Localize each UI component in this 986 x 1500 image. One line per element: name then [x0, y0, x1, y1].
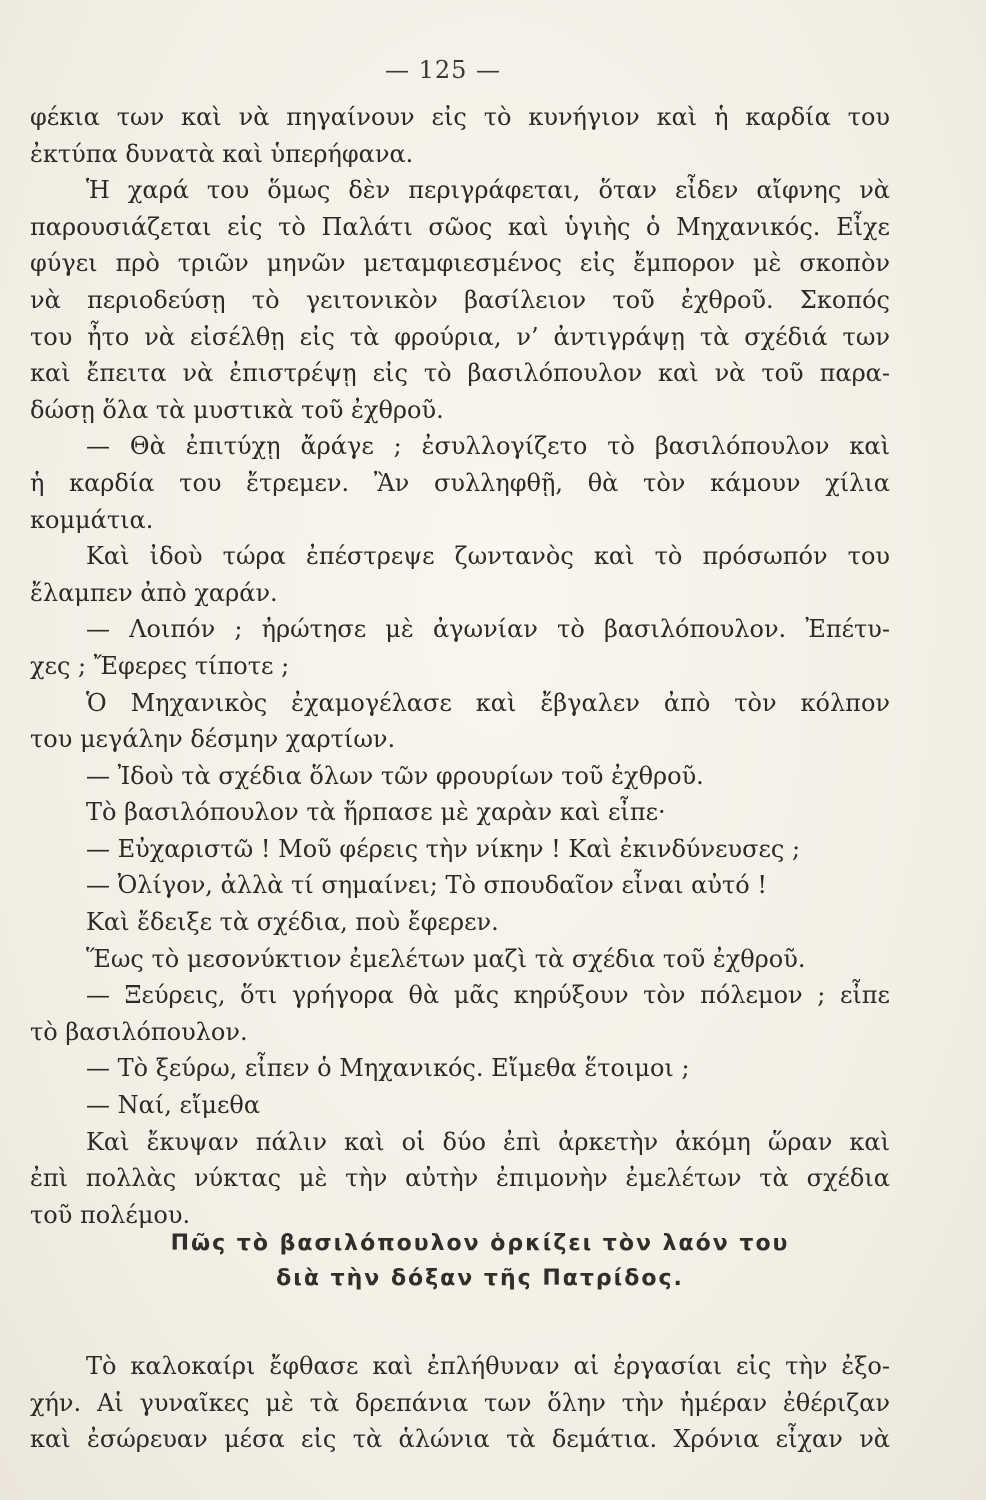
text-line: — Λοιπόν ; ἠρώτησε μὲ ἀγωνίαν τὸ βασιλόπουλον. Ἐπέτυ-	[86, 615, 890, 644]
page-number: — 125 —	[384, 56, 502, 84]
text-line: χες ; Ἔφερες τίποτε ;	[30, 651, 290, 680]
text-line: Τὸ καλοκαίρι ἔφθασε καὶ ἐπλήθυναν αἱ ἐργασίαι εἰς τὴν ἐξο-	[86, 1352, 890, 1380]
text-line: Καὶ ἔδειξε τὰ σχέδια, ποὺ ἔφερεν.	[86, 908, 499, 937]
text-line: Ἡ χαρά του ὅμως δὲν περιγράφεται, ὅταν εἶδεν αἴφνης νὰ	[86, 176, 890, 205]
text-line: του μεγάλην δέσμην χαρτίων.	[30, 725, 396, 754]
text-line: ἡ καρδία του ἔτρεμεν. Ἂν συλληφθῇ, θὰ τὸν κάμουν χίλια	[30, 468, 890, 497]
text-line: — Τὸ ξεύρω, εἶπεν ὁ Μηχανικός. Εἴμεθα ἕτοιμοι ;	[86, 1054, 690, 1083]
text-line: δώσῃ ὅλα τὰ μυστικὰ τοῦ ἐχθροῦ.	[30, 395, 444, 424]
text-line: Τὸ βασιλόπουλον τὰ ἥρπασε μὲ χαρὰν καὶ εἶπε·	[86, 798, 666, 827]
text-line: Καὶ ἔκυψαν πάλιν καὶ οἱ δύο ἐπὶ ἀρκετὴν ἀκόμη ὥραν καὶ	[86, 1127, 890, 1156]
section-heading-line-1: Πῶς τὸ βασιλόπουλον ὁρκίζει τὸν λαόν του	[170, 1231, 790, 1256]
text-line: ἐκτύπα δυνατὰ καὶ ὑπερήφανα.	[30, 139, 414, 168]
text-line: Ἕως τὸ μεσονύκτιον ἐμελέτων μαζὶ τὰ σχέδια τοῦ ἐχθροῦ.	[86, 944, 806, 973]
text-line: νὰ περιοδεύσῃ τὸ γειτονικὸν βασίλειον τοῦ ἐχθροῦ. Σκοπός	[30, 285, 890, 314]
main-text	[30, 99, 890, 1233]
text-line: — Ἰδοὺ τὰ σχέδια ὅλων τῶν φρουρίων τοῦ ἐχθροῦ.	[86, 761, 704, 790]
text-line: — Ναί, εἴμεθα	[86, 1091, 261, 1120]
text-line: Καὶ ἰδοὺ τώρα ἐπέστρεψε ζωντανὸς καὶ τὸ πρόσωπόν του	[86, 542, 890, 571]
text-line: φύγει πρὸ τριῶν μηνῶν μεταμφιεσμένος εἰς ἔμπορον μὲ σκοπὸν	[30, 249, 890, 278]
text-line: — Ὀλίγον, ἀλλὰ τί σημαίνει; Τὸ σπουδαῖον εἶναι αὐτό !	[86, 871, 767, 900]
section-text	[30, 1348, 890, 1458]
text-line: φέκια των καὶ νὰ πηγαίνουν εἰς τὸ κυνήγιον καὶ ἡ καρδία του	[30, 103, 890, 131]
text-line: τὸ βασιλόπουλον.	[30, 1017, 248, 1046]
text-line: — Εὐχαριστῶ ! Μοῦ φέρεις τὴν νίκην ! Καὶ ἐκινδύνευσες ;	[86, 834, 801, 863]
section-heading-line-2: διὰ τὴν δόξαν τῆς Πατρίδος.	[276, 1266, 684, 1291]
text-line: τοῦ πολέμου.	[30, 1200, 191, 1229]
text-line: — Θὰ ἐπιτύχῃ ἄράγε ; ἐσυλλογίζετο τὸ βασιλόπουλον καὶ	[86, 432, 890, 461]
text-line: του ἦτο νὰ εἰσέλθῃ εἰς τὰ φρούρια, ν’ ἀντιγράψῃ τὰ σχέδιά των	[30, 322, 890, 351]
text-line: χήν. Αἱ γυναῖκες μὲ τὰ δρεπάνια των ὅλην τὴν ἡμέραν ἐθέριζαν	[30, 1388, 890, 1417]
text-line: Ὁ Μηχανικὸς ἐχαμογέλασε καὶ ἔβγαλεν ἀπὸ τὸν κόλπον	[86, 688, 890, 717]
section-heading	[80, 1226, 880, 1296]
text-line: ἔλαμπεν ἀπὸ χαράν.	[30, 578, 278, 607]
text-line: παρουσιάζεται εἰς τὸ Παλάτι σῶος καὶ ὑγιὴς ὁ Μηχανικός. Εἶχε	[30, 212, 890, 241]
text-line: — Ξεύρεις, ὅτι γρήγορα θὰ μᾶς κηρύξουν τὸν πόλεμον ; εἶπε	[86, 981, 890, 1010]
text-line: καὶ ἔπειτα νὰ ἐπιστρέψῃ εἰς τὸ βασιλόπουλον καὶ νὰ τοῦ παρα-	[30, 359, 890, 388]
text-line: ἐπὶ πολλὰς νύκτας μὲ τὴν αὐτὴν ἐπιμονὴν ἐμελέτων τὰ σχέδια	[30, 1164, 890, 1193]
text-line: καὶ ἐσώρευαν μέσα εἰς τὰ ἁλώνια τὰ δεμάτια. Χρόνια εἶχαν νὰ	[30, 1425, 890, 1454]
text-line: κομμάτια.	[30, 505, 154, 534]
